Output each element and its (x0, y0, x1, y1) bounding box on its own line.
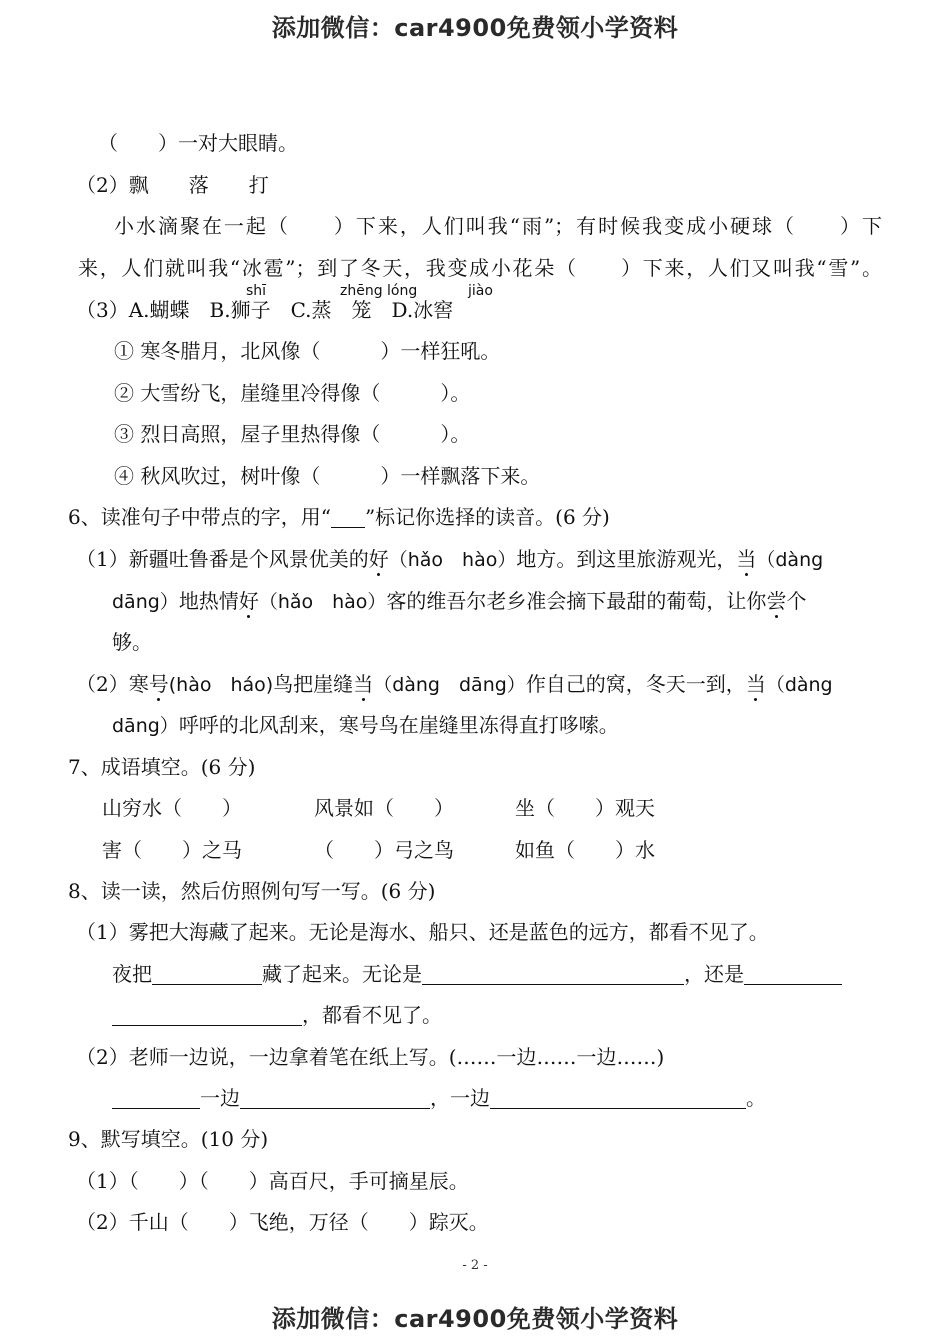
answer-blank[interactable] (112, 1088, 200, 1109)
q5-3-item-1: ① 寒冬腊月，北风像（ ）一样狂吼。 (114, 339, 501, 363)
dotted-char: 好 (368, 547, 389, 571)
q6-p1-line2: dāng）地热情好（hǎo hào）客的维吾尔老乡准会摘下最甜的葡萄，让你尝个 (112, 589, 807, 613)
watermark-bottom: 添加微信：car4900免费领小学资料 (271, 1305, 679, 1333)
idiom-3: 坐（ ）观天 (515, 796, 655, 820)
q5-2-line2: 来，人们就叫我“冰雹”；到了冬天，我变成小花朵（ ）下来，人们又叫我“雪”。 (78, 256, 882, 280)
q8-fill-1: 夜把 藏了起来。无论是 ，还是 (112, 962, 842, 986)
watermark-top: 添加微信：car4900免费领小学资料 (271, 14, 679, 42)
q5-3-item-4: ④ 秋风吹过，树叶像（ ）一样飘落下来。 (114, 464, 541, 488)
q6-p2-line2: dāng）呼呼的北风刮来，寒号鸟在崖缝里冻得直打哆嗦。 (112, 713, 619, 737)
answer-blank[interactable] (152, 964, 262, 985)
answer-blank[interactable] (112, 1005, 302, 1026)
dotted-char: 好 (238, 589, 259, 613)
answer-blank[interactable] (240, 1088, 430, 1109)
q9-title: 9、默写填空。(10 分) (68, 1127, 269, 1151)
q8-example-1: （1）雾把大海藏了起来。无论是海水、船只、还是蓝色的远方，都看不见了。 (76, 920, 769, 944)
q6-title: 6、读准句子中带点的字，用“ ”标记你选择的读音。(6 分) (68, 505, 610, 529)
answer-blank[interactable] (490, 1088, 746, 1109)
dotted-char: 号 (148, 672, 169, 696)
dotted-char: 当 (745, 672, 766, 696)
idiom-2: 风景如（ ） (314, 796, 454, 820)
q5-2-head: （2）飘 落 打 (76, 173, 269, 197)
q6-p1-line1: （1）新疆吐鲁番是个风景优美的好（hǎo hào）地方。到这里旅游观光，当（dàng (76, 547, 824, 571)
q8-example-2: （2）老师一边说，一边拿着笔在纸上写。(……一边……一边……) (76, 1045, 665, 1069)
page-number: - 2 - (462, 1258, 488, 1273)
q7-title: 7、成语填空。(6 分) (68, 755, 256, 779)
q5-3-item-3: ③ 烈日高照，屋子里热得像（ ）。 (114, 422, 471, 446)
pinyin-jiao: jiào (468, 283, 493, 299)
dotted-char: 当 (736, 547, 757, 571)
idiom-4: 害（ ）之马 (102, 838, 242, 862)
q5-3-item-2: ② 大雪纷飞，崖缝里冷得像（ ）。 (114, 381, 471, 405)
idiom-5: （ ）弓之鸟 (314, 838, 454, 862)
q5-3-head: （3）A.蝴蝶 B.狮子 C.蒸 笼 D.冰窖 (76, 298, 454, 322)
q9-item-1: （1）（ ）（ ）高百尺，手可摘星辰。 (76, 1169, 469, 1193)
idiom-6: 如鱼（ ）水 (515, 838, 655, 862)
answer-blank[interactable] (422, 964, 684, 985)
q6-p1-line3: 够。 (112, 630, 152, 654)
q5-2-line1: 小水滴聚在一起（ ）下来，人们叫我“雨”；有时候我变成小硬球（ ）下 (114, 214, 882, 238)
q9-item-2: （2）千山（ ）飞绝，万径（ ）踪灭。 (76, 1210, 489, 1234)
mark-underline (331, 507, 365, 528)
q8-fill-1-cont: ，都看不见了。 (112, 1003, 442, 1027)
answer-blank[interactable] (744, 964, 842, 985)
q6-p2-line1: （2）寒号(hào háo)鸟把崖缝当（dàng dāng）作自己的窝，冬天一到，当（dàng (76, 672, 833, 696)
idiom-1: 山穷水（ ） (102, 796, 242, 820)
q8-title: 8、读一读，然后仿照例句写一写。(6 分) (68, 879, 436, 903)
q8-fill-2: 一边 ，一边 。 (112, 1086, 766, 1110)
dotted-char: 当 (353, 672, 374, 696)
pinyin-shi: shī (246, 283, 267, 299)
pinyin-zhenglong: zhēng lóng (340, 283, 418, 299)
dotted-char: 尝 (766, 589, 787, 613)
q5-tail: （ ）一对大眼睛。 (98, 131, 298, 155)
